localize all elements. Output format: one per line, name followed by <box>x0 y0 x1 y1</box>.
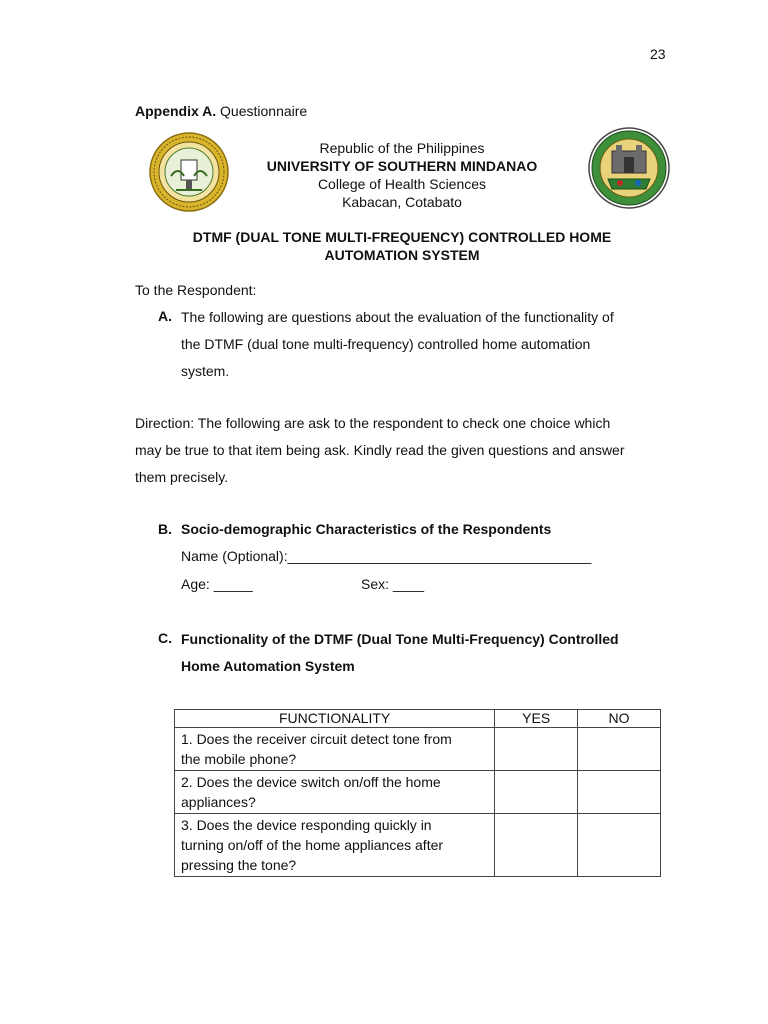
yes-checkbox-cell[interactable] <box>495 728 578 771</box>
page-number: 23 <box>650 46 666 62</box>
table-row <box>175 814 661 877</box>
sex-field[interactable]: Sex: ____ <box>361 576 425 592</box>
header-functionality: FUNCTIONALITY <box>175 710 495 728</box>
header-yes: YES <box>495 710 578 728</box>
question-cell <box>175 771 495 814</box>
question-text: pressing the tone? <box>181 857 297 873</box>
question-text: appliances? <box>181 794 256 810</box>
direction-line-1: Direction: The following are ask to the respondent to check one choice which <box>135 415 611 431</box>
appendix-label: Appendix A. <box>135 103 217 119</box>
yes-checkbox-cell[interactable] <box>495 814 578 877</box>
title-line-2: AUTOMATION SYSTEM <box>324 247 480 263</box>
section-b-letter: B. <box>158 521 172 537</box>
age-field[interactable]: Age: _____ <box>181 576 253 592</box>
no-checkbox-cell[interactable] <box>578 728 661 771</box>
section-c-letter: C. <box>158 630 172 646</box>
location: Kabacan, Cotabato <box>342 194 462 210</box>
direction-line-2: may be true to that item being ask. Kindly read the given questions and answer <box>135 442 625 458</box>
section-a-text <box>181 304 661 385</box>
question-text: 2. Does the device switch on/off the home <box>181 774 441 790</box>
yes-checkbox-cell[interactable] <box>495 771 578 814</box>
college-seal-logo <box>588 127 670 209</box>
section-c-title-line-1: Functionality of the DTMF (Dual Tone Multi-Frequency) Controlled <box>181 631 619 647</box>
question-text: 1. Does the receiver circuit detect tone from <box>181 731 452 747</box>
section-a-letter: A. <box>158 308 172 324</box>
document-title <box>150 228 654 264</box>
university-seal-logo <box>148 132 230 212</box>
section-b-title: Socio-demographic Characteristics of the Respondents <box>181 521 552 537</box>
no-checkbox-cell[interactable] <box>578 814 661 877</box>
no-checkbox-cell[interactable] <box>578 771 661 814</box>
question-text: the mobile phone? <box>181 751 297 767</box>
section-a-line-2: the DTMF (dual tone multi-frequency) controlled home automation <box>181 336 591 352</box>
question-text: turning on/off of the home appliances after <box>181 837 444 853</box>
functionality-table <box>174 709 661 877</box>
table-row <box>175 728 661 771</box>
question-cell <box>175 814 495 877</box>
header-no: NO <box>578 710 661 728</box>
direction-line-3: them precisely. <box>135 469 229 485</box>
table-header-row <box>175 710 661 728</box>
letterhead <box>240 139 564 211</box>
to-respondent: To the Respondent: <box>135 282 257 298</box>
direction-text <box>135 410 665 491</box>
name-field[interactable]: Name (Optional):_______________________________________ <box>181 548 592 564</box>
table-row <box>175 771 661 814</box>
appendix-heading <box>135 103 307 119</box>
college-name: College of Health Sciences <box>317 176 487 192</box>
question-text: 3. Does the device responding quickly in <box>181 817 432 833</box>
question-cell <box>175 728 495 771</box>
republic-line: Republic of the Philippines <box>319 140 485 156</box>
title-line-1: DTMF (DUAL TONE MULTI-FREQUENCY) CONTROLLED HOME <box>192 229 612 245</box>
appendix-title: Questionnaire <box>220 103 308 119</box>
university-name: UNIVERSITY OF SOUTHERN MINDANAO <box>266 158 538 174</box>
section-c-title-line-2: Home Automation System <box>181 658 355 674</box>
section-a-line-3: system. <box>181 363 230 379</box>
section-c-title <box>181 626 661 680</box>
section-a-line-1: The following are questions about the evaluation of the functionality of <box>181 309 614 325</box>
